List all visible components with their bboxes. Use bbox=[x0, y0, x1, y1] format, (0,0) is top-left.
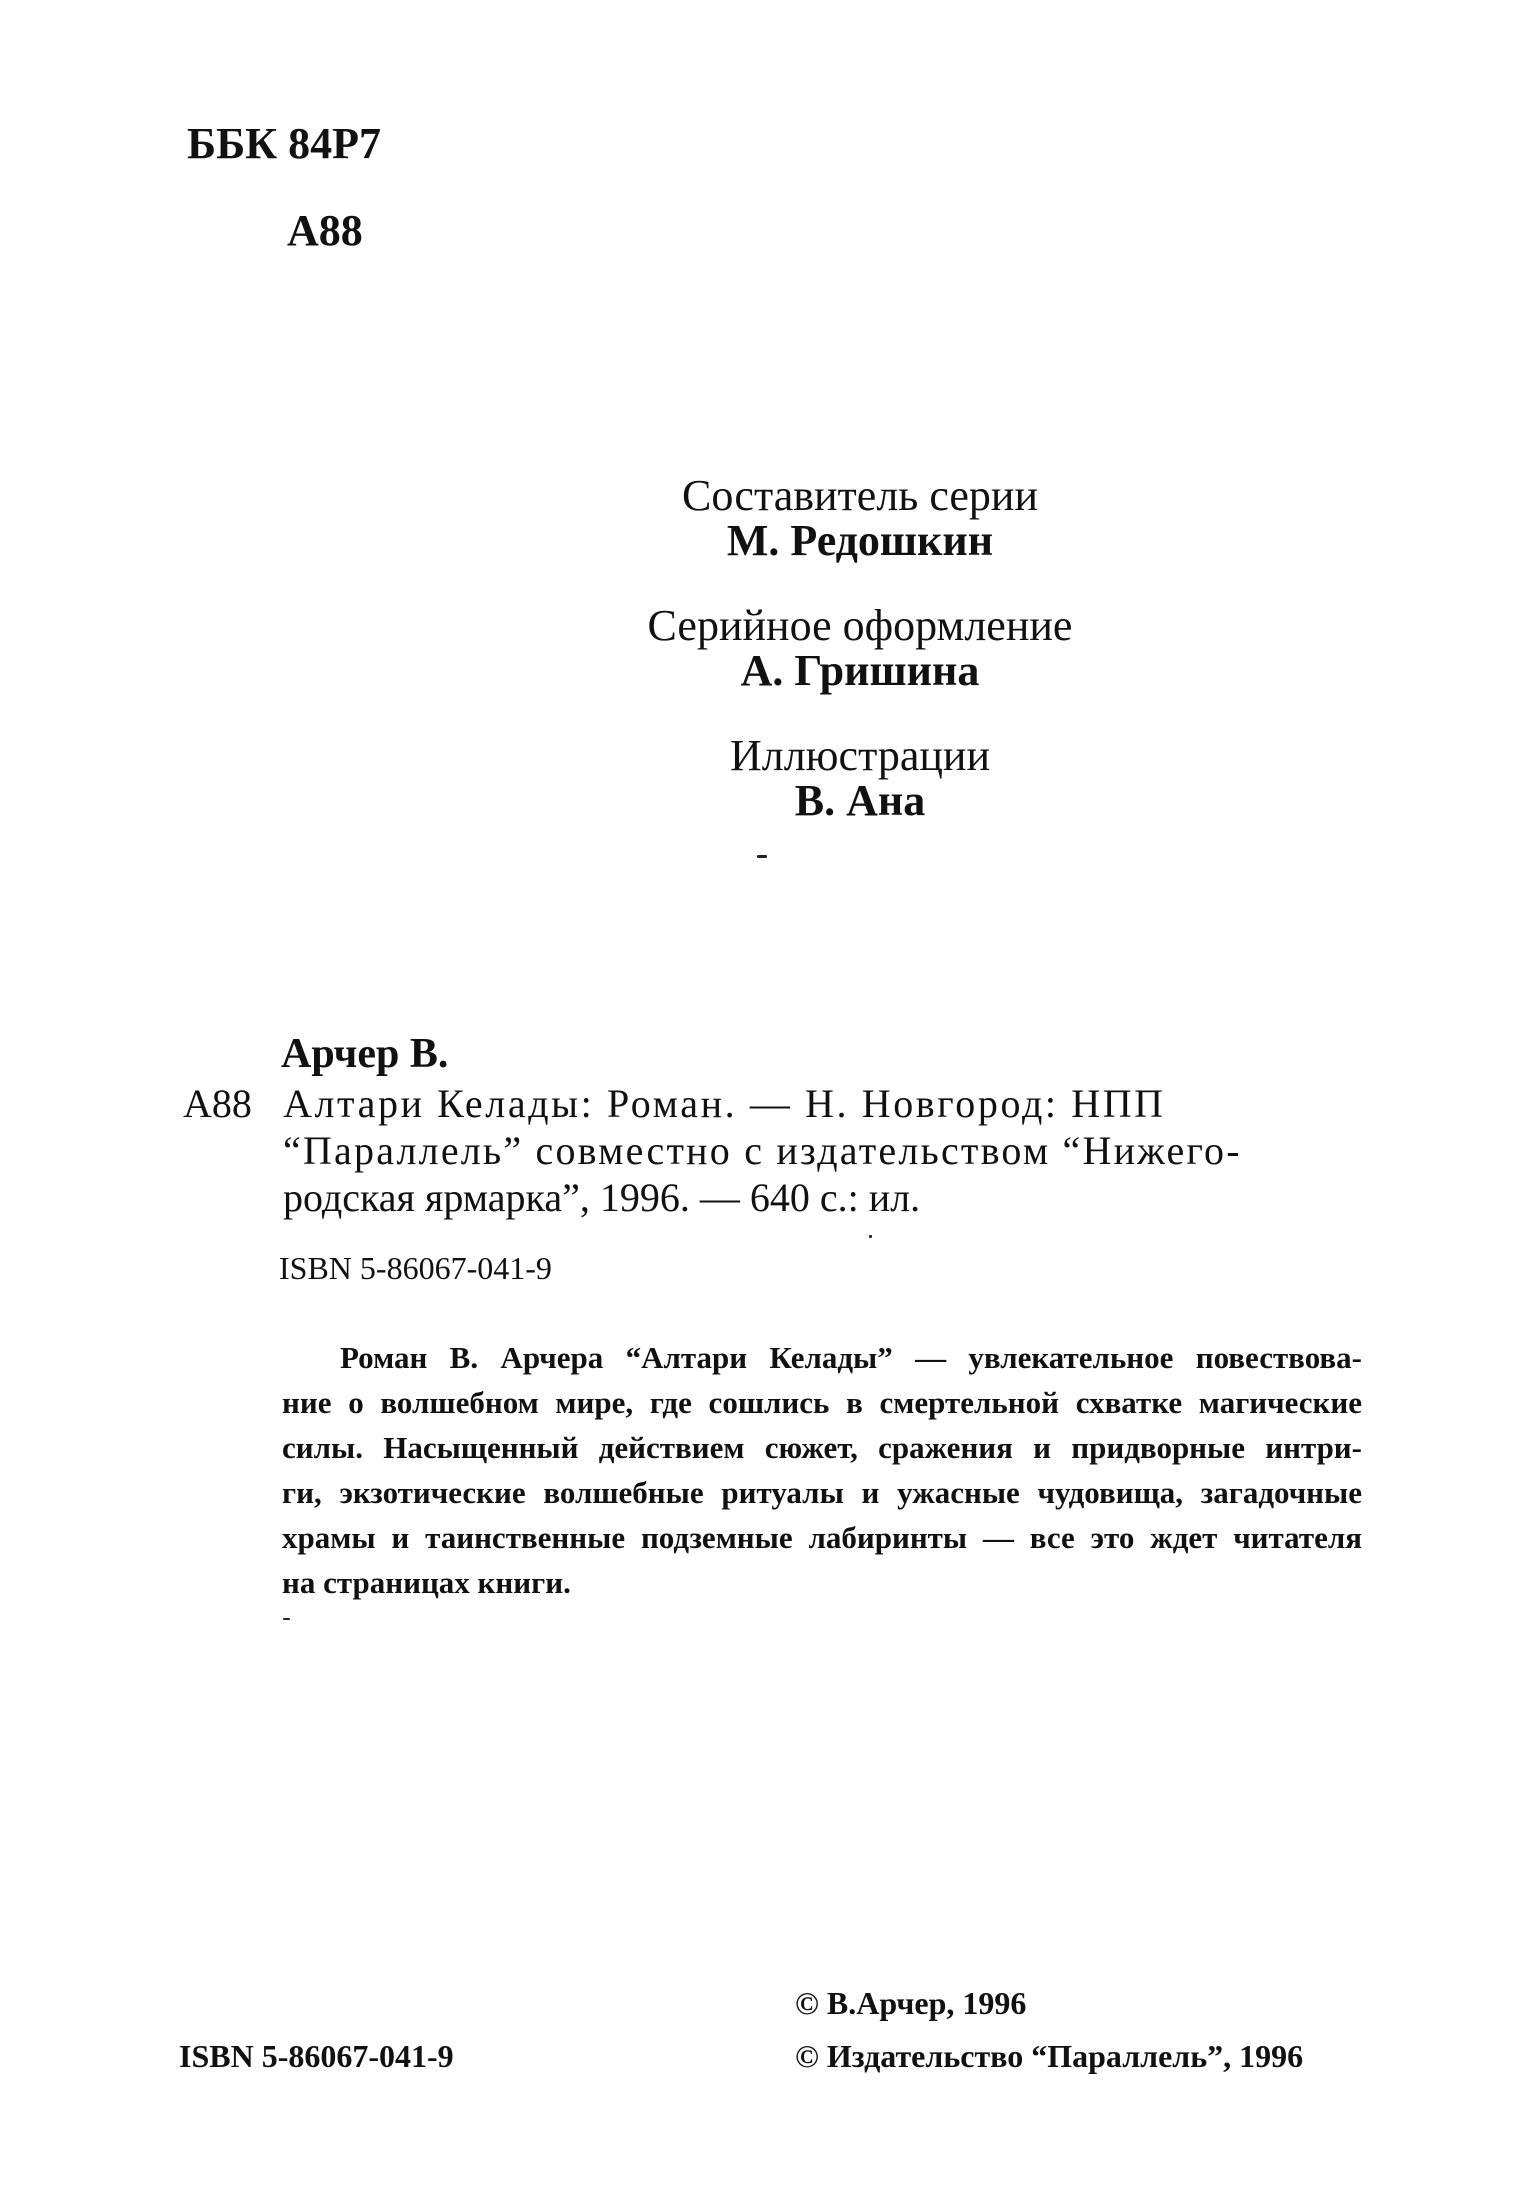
series-design-name: А. Гришина bbox=[740, 646, 980, 695]
annotation-line: Роман В. Арчера “Алтари Келады” — увлекательное повествова- bbox=[340, 1340, 1362, 1375]
copyright-publisher: © Издательство “Параллель”, 1996 bbox=[795, 2038, 1304, 2074]
catalog-author: Арчер В. bbox=[281, 1031, 449, 1077]
illustrations-label: Иллюстрации bbox=[729, 731, 991, 780]
catalog-code: А88 bbox=[183, 1081, 252, 1126]
annotation-line: силы. Насыщенный действием сюжет, сражения и придворные интри- bbox=[282, 1430, 1362, 1465]
series-compiler-label: Составитель серии bbox=[681, 471, 1039, 520]
illustrator-name: В. Ана bbox=[794, 776, 926, 825]
annotation-line: на страницах книги. bbox=[282, 1565, 571, 1600]
print-speck bbox=[869, 1235, 872, 1238]
print-speck bbox=[757, 855, 767, 858]
annotation-line: храмы и таинственные подземные лабиринты — все это ждет читателя bbox=[282, 1520, 1362, 1555]
catalog-isbn: ISBN 5-86067-041-9 bbox=[279, 1250, 552, 1286]
series-compiler-name: М. Редошкин bbox=[726, 516, 994, 565]
bbk-index: ББК 84Р7 bbox=[187, 119, 381, 168]
catalog-description-line: “Параллель” совместно с издательством “Нижего- bbox=[283, 1128, 1242, 1173]
annotation-line: ги, экзотические волшебные ритуалы и ужасные чудовища, загадочные bbox=[282, 1475, 1362, 1510]
series-design-label: Серийное оформление bbox=[647, 601, 1073, 650]
catalog-description-line: родская ярмарка”, 1996. — 640 с.: ил. bbox=[283, 1175, 921, 1220]
print-speck bbox=[283, 1618, 290, 1620]
footer-isbn: ISBN 5-86067-041-9 bbox=[179, 2038, 454, 2074]
copyright-author: © В.Арчер, 1996 bbox=[795, 1985, 1027, 2021]
annotation-line: ние о волшебном мире, где сошлись в смертельной схватке магические bbox=[282, 1385, 1362, 1420]
catalog-description-line: Алтари Келады: Роман. — Н. Новгород: НПП bbox=[283, 1081, 1166, 1126]
author-sign: А88 bbox=[287, 206, 363, 255]
